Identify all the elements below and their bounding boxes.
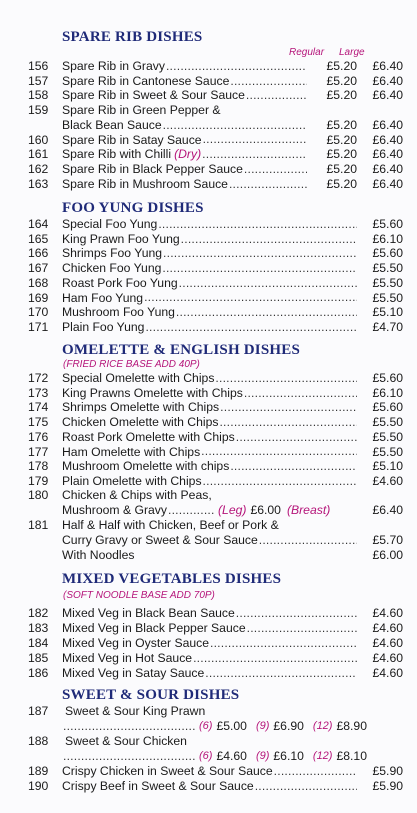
item-number: 189 xyxy=(28,764,49,778)
item-price: £5.10 xyxy=(372,305,403,320)
item-price: £5.60 xyxy=(372,217,403,231)
item-name: Ham Foo Yung xyxy=(62,290,144,305)
item-name: Mixed Veg in Black Bean Sauce xyxy=(62,606,235,620)
menu-item-182 xyxy=(28,606,403,621)
size-12-price: £8.90 xyxy=(336,719,367,733)
leader-dots xyxy=(161,261,357,276)
menu-item-171 xyxy=(28,320,403,335)
item-number: 184 xyxy=(28,636,49,650)
regular-price: £5.20 xyxy=(326,117,357,132)
item-number: 181 xyxy=(28,518,49,532)
item-number: 180 xyxy=(28,488,49,502)
item-price: £5.10 xyxy=(372,459,403,474)
menu-item-161 xyxy=(28,147,403,162)
size-6-price: £5.00 xyxy=(216,719,247,733)
leader-dots xyxy=(218,415,357,430)
leader-dots xyxy=(202,474,357,489)
menu-item-184 xyxy=(28,636,403,651)
item-number: 156 xyxy=(28,59,49,73)
item-number: 164 xyxy=(28,217,49,231)
menu-item-187-prices xyxy=(28,719,403,734)
item-name-line2: Curry Gravy or Sweet & Sour Sauce xyxy=(62,533,258,547)
item-name: Spare Rib in Satay Sauce xyxy=(62,132,202,147)
item-price: £5.50 xyxy=(372,415,403,430)
menu-item-180 xyxy=(28,488,403,503)
breast-price: £6.40 xyxy=(372,503,403,517)
leader-dots xyxy=(229,74,307,89)
item-number: 159 xyxy=(28,103,49,118)
size-9-price: £6.90 xyxy=(273,719,304,733)
item-price: £5.90 xyxy=(372,779,403,793)
item-number: 186 xyxy=(28,666,49,680)
item-name: Spare Rib in Gravy xyxy=(62,59,165,73)
menu-item-159 xyxy=(28,103,403,118)
item-number: 171 xyxy=(28,319,49,334)
menu-item-159-line2 xyxy=(28,118,403,133)
menu-item-179 xyxy=(28,474,403,489)
item-price: £6.10 xyxy=(372,385,403,400)
item-name-line2: Black Bean Sauce xyxy=(62,117,162,132)
leg-price: £6.00 xyxy=(250,503,281,517)
leader-dots xyxy=(246,621,357,636)
item-name: Spare Rib in Green Pepper & xyxy=(62,103,221,118)
leader-dots xyxy=(254,779,357,794)
item-name: Sweet & Sour Chicken xyxy=(65,734,187,748)
breast-label: (Breast) xyxy=(286,503,331,517)
column-regular-label: Regular xyxy=(289,47,325,58)
menu-item-174 xyxy=(28,400,403,415)
item-price: £4.60 xyxy=(372,606,403,620)
regular-price: £5.20 xyxy=(326,176,357,191)
large-price: £6.40 xyxy=(372,176,403,191)
menu-item-165 xyxy=(28,232,403,247)
menu-item-175 xyxy=(28,415,403,430)
section-title-sweet-sour: SWEET & SOUR DISHES xyxy=(62,687,240,703)
leader-dots xyxy=(200,445,357,460)
item-number: 187 xyxy=(28,704,49,718)
size-12-label: (12) xyxy=(312,720,333,732)
item-number: 174 xyxy=(28,400,49,415)
large-price: £6.40 xyxy=(372,161,403,176)
item-name: Mixed Veg in Satay Sauce xyxy=(62,666,205,680)
menu-item-173 xyxy=(28,386,403,401)
leader-dots xyxy=(243,162,307,177)
section-title-foo-yung: FOO YUNG DISHES xyxy=(62,200,204,216)
item-number: 177 xyxy=(28,444,49,459)
size-6-price: £4.60 xyxy=(216,749,247,763)
item-number: 172 xyxy=(28,371,49,385)
menu-item-181 xyxy=(28,518,403,533)
item-number: 185 xyxy=(28,651,49,665)
item-price: £6.00 xyxy=(372,548,403,562)
item-price: £5.50 xyxy=(372,444,403,459)
item-number: 190 xyxy=(28,779,49,793)
item-number: 166 xyxy=(28,246,49,261)
item-name: King Prawn Foo Yung xyxy=(62,231,180,246)
size-6-label: (6) xyxy=(199,750,213,762)
menu-item-189 xyxy=(28,764,403,779)
menu-item-181-line2 xyxy=(28,533,403,548)
omelette-note: (FRIED RICE BASE ADD 40P) xyxy=(63,359,200,370)
leader-dots xyxy=(209,636,357,651)
leader-dots xyxy=(235,606,357,621)
leader-dots xyxy=(235,430,357,445)
regular-price: £5.20 xyxy=(326,73,357,88)
item-price: £4.70 xyxy=(372,319,403,334)
item-number: 168 xyxy=(28,275,49,290)
item-name: Plain Omelette with Chips xyxy=(62,473,202,488)
menu-item-164 xyxy=(28,217,403,232)
menu-item-180-line2 xyxy=(28,503,403,518)
item-number: 169 xyxy=(28,290,49,305)
item-number: 167 xyxy=(28,261,49,276)
item-number: 158 xyxy=(28,88,49,103)
size-9-label: (9) xyxy=(255,750,270,762)
item-number: 176 xyxy=(28,429,49,444)
large-price: £6.40 xyxy=(372,73,403,88)
size-6-label: (6) xyxy=(199,720,213,732)
item-name: Chicken Foo Yung xyxy=(62,261,162,276)
size-12-label: (12) xyxy=(312,750,333,762)
item-price: £5.60 xyxy=(372,400,403,415)
mixed-veg-note: (SOFT NOODLE BASE ADD 70P) xyxy=(63,590,215,601)
item-name: Ham Omelette with Chips xyxy=(62,444,201,459)
menu-item-172 xyxy=(28,371,403,386)
item-price: £4.60 xyxy=(372,473,403,488)
item-name: Spare Rib in Cantonese Sauce xyxy=(62,73,230,88)
menu-item-168 xyxy=(28,276,403,291)
section-title-spare-rib: SPARE RIB DISHES xyxy=(62,29,203,45)
leader-dots xyxy=(143,291,357,306)
item-number: 163 xyxy=(28,176,49,191)
item-number: 160 xyxy=(28,132,49,147)
item-name: King Prawns Omelette with Chips xyxy=(62,385,243,400)
item-price: £5.60 xyxy=(372,371,403,385)
item-number: 162 xyxy=(28,161,49,176)
item-price: £5.50 xyxy=(372,290,403,305)
large-price: £6.40 xyxy=(372,147,403,162)
regular-price: £5.20 xyxy=(326,147,357,162)
leader-dots xyxy=(214,371,357,386)
item-name: Crispy Beef in Sweet & Sour Sauce xyxy=(62,779,254,793)
menu-item-177 xyxy=(28,445,403,460)
regular-price: £5.20 xyxy=(326,132,357,147)
item-price: £6.10 xyxy=(372,231,403,246)
item-price: £4.60 xyxy=(372,636,403,650)
leader-dots xyxy=(162,118,307,133)
item-number: 179 xyxy=(28,473,49,488)
size-9-price: £6.10 xyxy=(273,749,304,763)
menu-item-166 xyxy=(28,246,403,261)
item-name: Shrimps Omelette with Chips xyxy=(62,400,220,415)
item-name: Special Omelette with Chips xyxy=(62,371,215,385)
item-name: Spare Rib in Sweet & Sour Sauce xyxy=(62,88,245,103)
item-number: 161 xyxy=(28,147,49,162)
leader-dots xyxy=(165,59,307,74)
item-name: Mixed Veg in Hot Sauce xyxy=(62,651,193,665)
regular-price: £5.20 xyxy=(326,161,357,176)
regular-price: £5.20 xyxy=(326,59,357,73)
leader-dots xyxy=(228,177,307,192)
column-large-label: Large xyxy=(339,47,365,58)
leader-dots xyxy=(229,459,357,474)
item-price: £4.60 xyxy=(372,621,403,635)
leader-dots xyxy=(219,400,357,415)
menu-item-163 xyxy=(28,177,403,192)
item-name-line2: Mushroom & Gravy xyxy=(62,503,167,517)
leader-dots xyxy=(180,232,357,247)
menu-item-170 xyxy=(28,305,403,320)
item-name-line3: With Noodles xyxy=(62,548,135,562)
leader-dots xyxy=(245,88,307,103)
item-name: Chicken Omelette with Chips xyxy=(62,415,219,430)
leader-dots xyxy=(202,133,307,148)
menu-item-190 xyxy=(28,779,403,794)
large-price: £6.40 xyxy=(372,88,403,103)
leader-dots xyxy=(273,764,357,779)
menu-item-167 xyxy=(28,261,403,276)
leader-dots xyxy=(175,305,357,320)
section-title-omelette: OMELETTE & ENGLISH DISHES xyxy=(62,342,300,358)
leader-dots xyxy=(178,276,357,291)
menu-item-162 xyxy=(28,162,403,177)
item-price: £4.60 xyxy=(372,666,403,680)
item-name: Mushroom Foo Yung xyxy=(62,305,175,320)
large-price: £6.40 xyxy=(372,132,403,147)
item-number: 188 xyxy=(28,734,49,748)
item-tag: (Dry) xyxy=(174,147,202,162)
item-name: Chicken & Chips with Peas, xyxy=(62,488,212,502)
item-number: 182 xyxy=(28,606,49,620)
large-price: £6.40 xyxy=(372,117,403,132)
item-price: £4.60 xyxy=(372,651,403,665)
leader-dots xyxy=(192,651,357,666)
menu-item-183 xyxy=(28,621,403,636)
leader-dots xyxy=(201,147,307,162)
item-name: Mixed Veg in Oyster Sauce xyxy=(62,636,209,650)
menu-item-160 xyxy=(28,133,403,148)
item-number: 157 xyxy=(28,73,49,88)
item-price: £5.60 xyxy=(372,246,403,261)
item-name: Mixed Veg in Black Pepper Sauce xyxy=(62,621,246,635)
item-name: Roast Pork Foo Yung xyxy=(62,275,178,290)
item-name: Spare Rib with Chilli xyxy=(62,147,172,162)
item-name: Half & Half with Chicken, Beef or Pork & xyxy=(62,518,279,532)
spacer xyxy=(28,118,62,133)
leader-dots xyxy=(157,217,357,232)
item-price: £5.50 xyxy=(372,429,403,444)
item-name: Crispy Chicken in Sweet & Sour Sauce xyxy=(62,764,273,778)
menu-item-157 xyxy=(28,74,403,89)
menu-item-187 xyxy=(28,704,403,719)
regular-price: £5.20 xyxy=(326,88,357,103)
menu-item-188-prices xyxy=(28,749,403,764)
item-number: 170 xyxy=(28,305,49,320)
menu-item-181-line3 xyxy=(28,548,403,563)
item-number: 173 xyxy=(28,385,49,400)
leader-dots xyxy=(144,320,357,335)
item-name: Special Foo Yung xyxy=(62,217,158,231)
item-price: £5.50 xyxy=(372,275,403,290)
menu-item-188 xyxy=(28,734,403,749)
menu-item-156 xyxy=(28,59,403,74)
item-name: Plain Foo Yung xyxy=(62,319,145,334)
item-price: £5.90 xyxy=(372,764,403,778)
item-name: Shrimps Foo Yung xyxy=(62,246,163,261)
menu-item-178 xyxy=(28,459,403,474)
menu-item-176 xyxy=(28,430,403,445)
item-price: £5.70 xyxy=(372,533,403,547)
menu-item-158 xyxy=(28,88,403,103)
leader-dots xyxy=(162,246,357,261)
large-price: £6.40 xyxy=(372,59,403,73)
size-9-label: (9) xyxy=(255,720,270,732)
item-name: Roast Pork Omelette with Chips xyxy=(62,429,235,444)
item-price: £5.50 xyxy=(372,261,403,276)
menu-item-186 xyxy=(28,666,403,681)
section-title-mixed-veg: MIXED VEGETABLES DISHES xyxy=(62,571,282,587)
menu-item-185 xyxy=(28,651,403,666)
item-number: 165 xyxy=(28,231,49,246)
size-12-price: £8.10 xyxy=(336,749,367,763)
item-name: Spare Rib in Mushroom Sauce xyxy=(62,176,228,191)
menu-item-169 xyxy=(28,291,403,306)
item-number: 175 xyxy=(28,415,49,430)
leg-label: (Leg) xyxy=(217,503,247,517)
leader-dots xyxy=(204,666,357,681)
item-name: Mushroom Omelette with chips xyxy=(62,459,230,474)
item-number: 178 xyxy=(28,459,49,474)
item-name: Spare Rib in Black Pepper Sauce xyxy=(62,161,243,176)
leader-dots xyxy=(243,386,357,401)
item-number: 183 xyxy=(28,621,49,635)
item-name: Sweet & Sour King Prawn xyxy=(65,704,206,718)
